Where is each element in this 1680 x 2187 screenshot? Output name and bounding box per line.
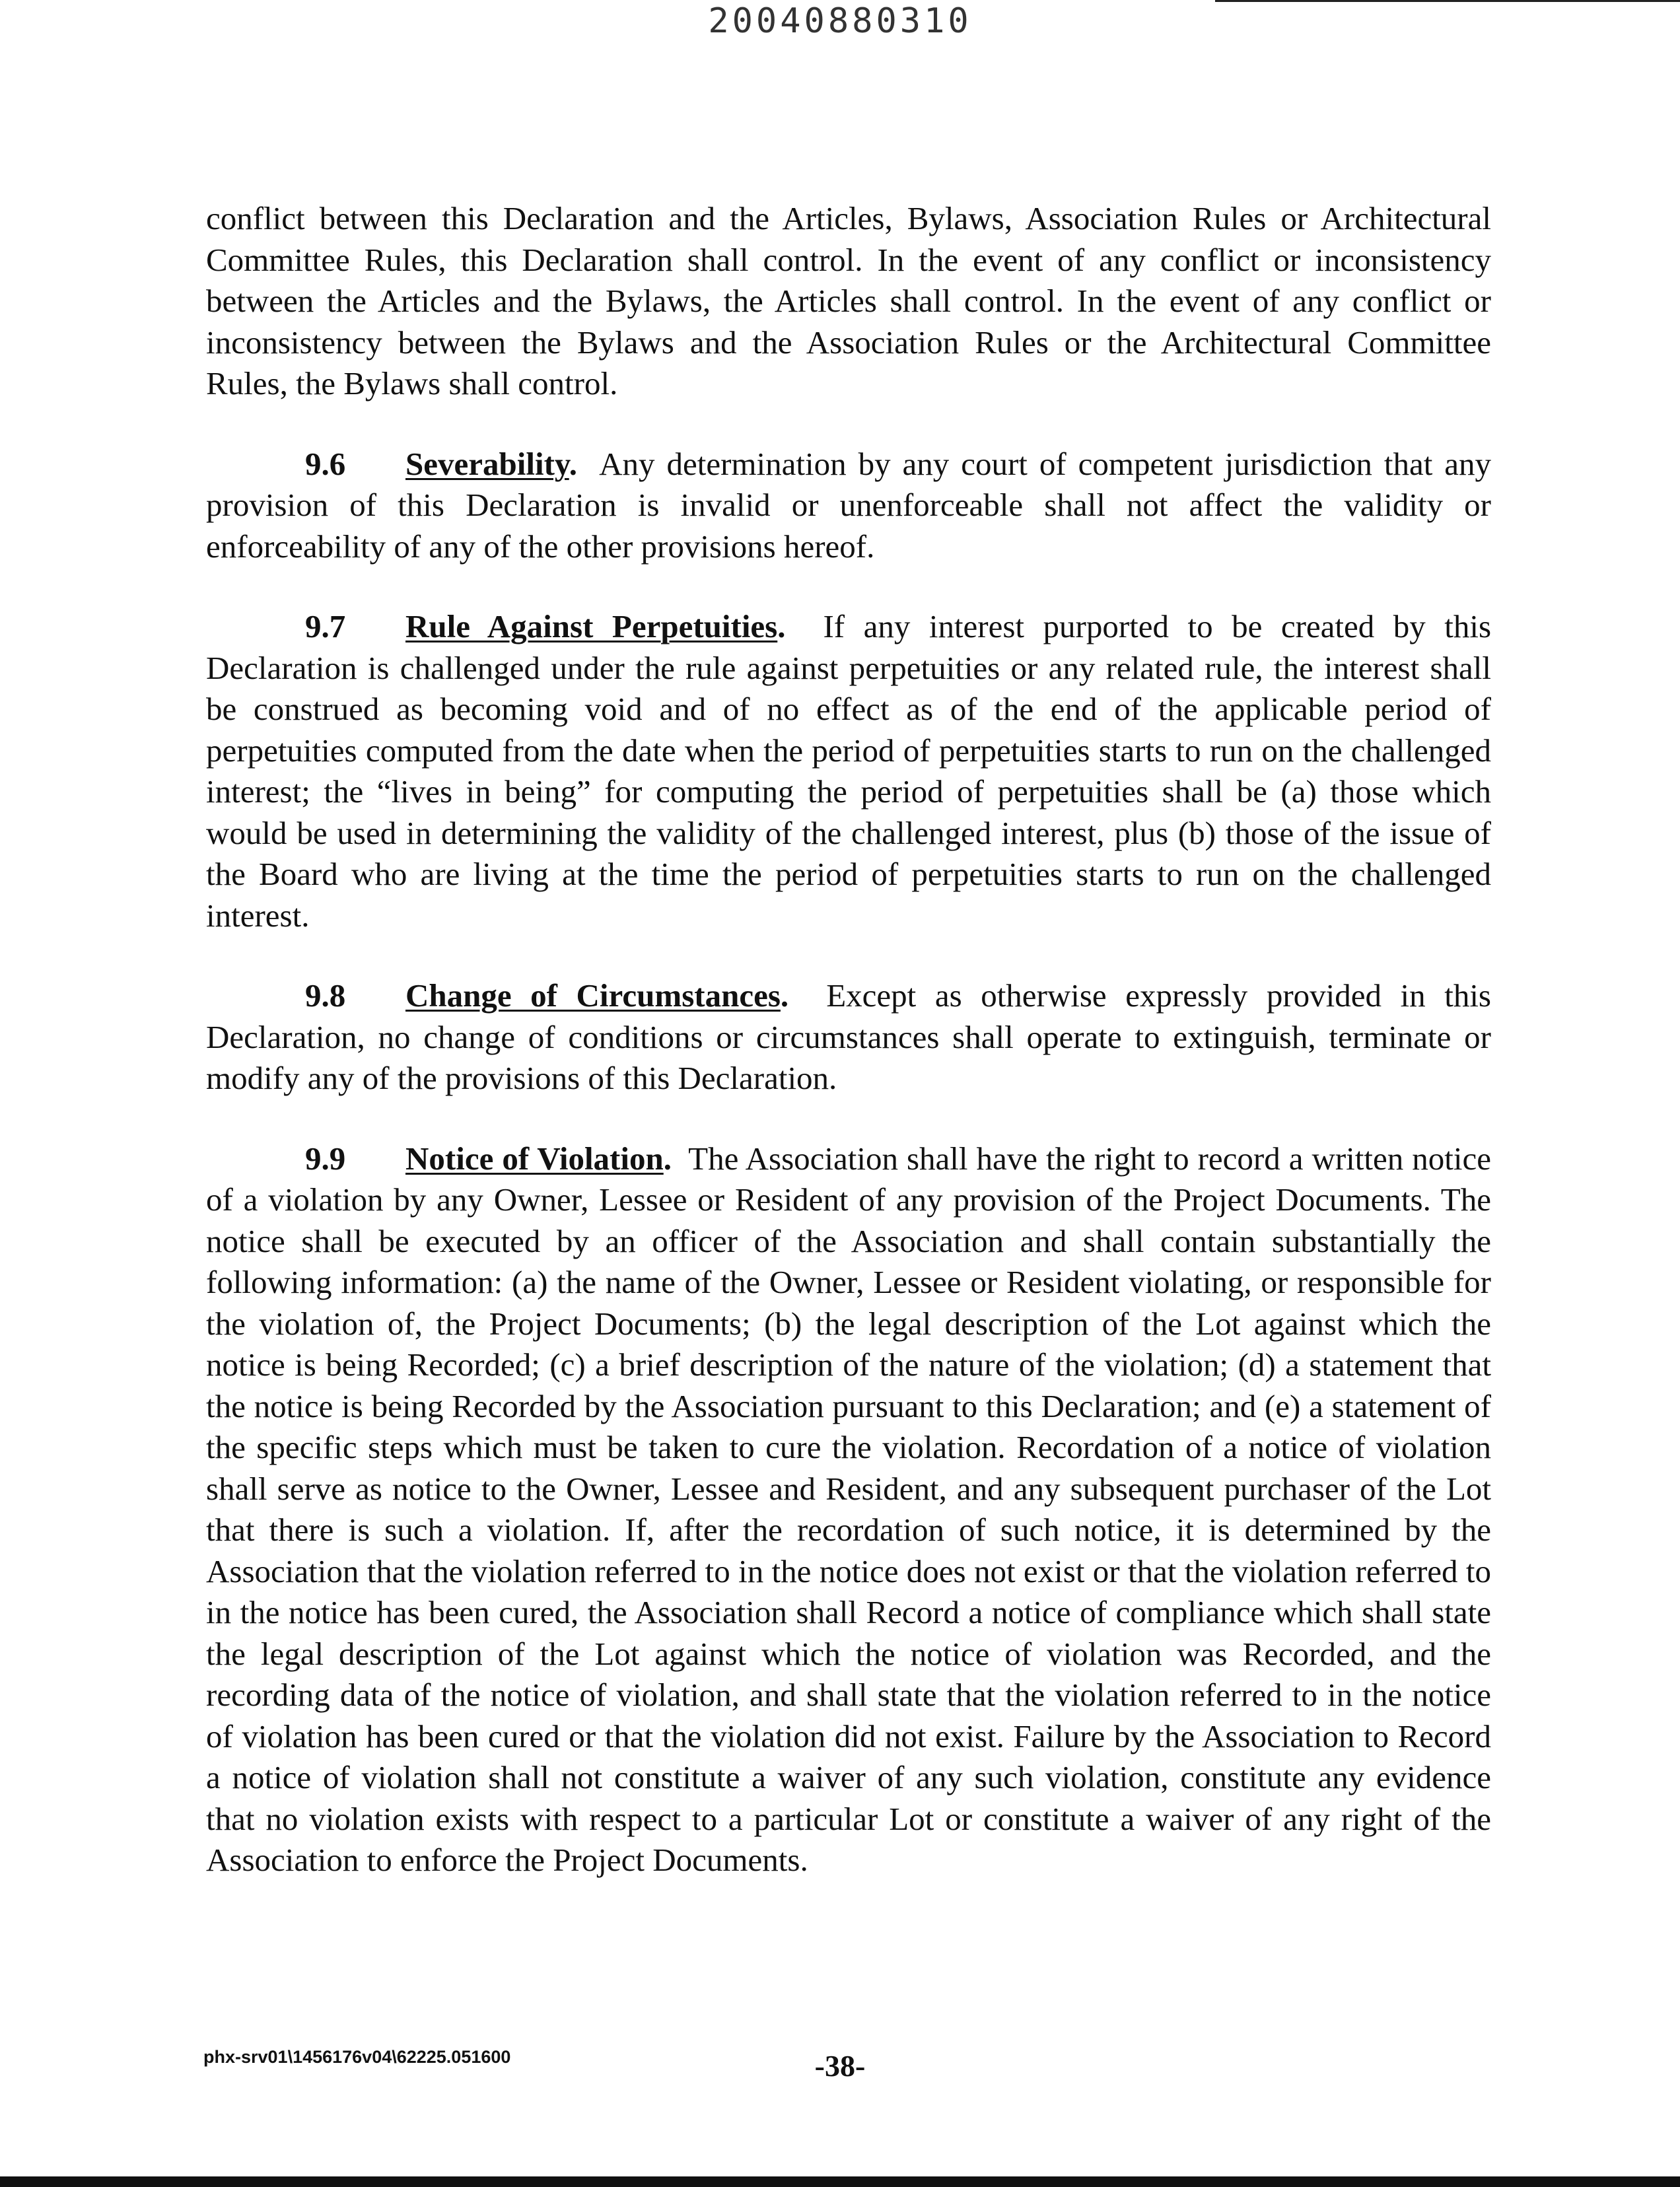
section-title: Rule Against Perpetuities [405, 608, 778, 644]
section-9-9: 9.9 Notice of Violation. The Association shall have the right to record a written notice of a violation by any Owner, Lessee or Resident of any provision of the Project Documents. The notice shall be executed by an officer of the Association and shall contain substantially the following information: (a) the name of the Owner, Lessee or Resident violating, or responsible for the violation of, the Project Documents; (b) the legal description of the Lot against which the notice is being Recorded; (c) a brief description of the nature of the violation; (d) a statement that the notice is being Recorded by the Association pursuant to this Declaration; and (e) a statement of the specific steps which must be taken to cure the violation. Recordation of a notice of violation shall serve as notice to the Owner, Lessee and Resident, and any subsequent purchaser of the Lot that there is such a violation. If, after the recordation of such notice, it is determined by the Association that the violation referred to in the notice does not exist or that the violation referred to in the notice has been cured, the Association shall Record a notice of compliance which shall state the legal description of the Lot against which the notice of violation was Recorded, and the recording data of the notice of violation, and shall state that the violation referred to in the notice of violation has been cured or that the violation did not exist. Failure by the Association to Record a notice of violation shall not constitute a waiver of any such violation, constitute any evidence that no violation exists with respect to a particular Lot or constitute a waiver of any right of the Association to enforce the Project Documents. [206, 1138, 1491, 1881]
section-body: If any interest purported to be created by this Declaration is challenged under the rule against perpetuities or any related rule, the interest shall be construed as becoming void and of no effect as of the end of the applicable period of perpetuities computed from the date when the period of perpetuities starts to run on the challenged interest; the “lives in being” for computing the period of perpetuities shall be (a) those which would be used in determining the validity of the challenged interest, plus (b) those of the issue of the Board who are living at the time the period of perpetuities starts to run on the challenged interest. [206, 608, 1492, 934]
section-9-7: 9.7 Rule Against Perpetuities. If any interest purported to be created by this Declaration is challenged under the rule against perpetuities or any related rule, the interest shall be construed as becoming void and of no effect as of the end of the applicable period of perpetuities computed from the date when the period of perpetuities starts to run on the challenged interest; the “lives in being” for computing the period of perpetuities shall be (a) those which would be used in determining the validity of the challenged interest, plus (b) those of the issue of the Board who are living at the time the period of perpetuities starts to run on the challenged interest. [206, 606, 1491, 936]
page-number: -38- [814, 2049, 866, 2083]
section-number: 9.8 [305, 977, 346, 1014]
recording-number: 20040880310 [708, 1, 972, 41]
section-body: Except as otherwise expressly provided in this Declaration, no change of conditions or circumstances shall operate to extinguish, terminate or modify any of the provisions of this Declaration. [206, 977, 1491, 1096]
document-body [206, 198, 1491, 1920]
bottom-border [0, 2176, 1680, 2187]
section-9-6: 9.6 Severability. Any determination by any court of competent jurisdiction that any provision of this Declaration is invalid or unenforceable shall not affect the validity or enforceability of any of the other provisions hereof. [206, 444, 1491, 568]
section-title: Change of Circumstances [405, 977, 781, 1014]
section-9-8: 9.8 Change of Circumstances. Except as otherwise expressly provided in this Declaration, no change of conditions or circumstances shall operate to extinguish, terminate or modify any of the provisions of this Declaration. [206, 975, 1491, 1099]
continuation-paragraph: conflict between this Declaration and the Articles, Bylaws, Association Rules or Architectural Committee Rules, this Declaration shall control. In the event of any conflict or inconsistency between the Articles and the Bylaws, the Articles shall control. In the event of any conflict or inconsistency between the Bylaws and the Association Rules or the Architectural Committee Rules, the Bylaws shall control. [206, 200, 1491, 401]
section-body: The Association shall have the right to record a written notice of a violation by any Owner, Lessee or Resident of any provision of the Project Documents. The notice shall be executed by an officer of the Association and shall contain substantially the following information: (a) the name of the Owner, Lessee or Resident violating, or responsible for the violation of, the Project Documents; (b) the legal description of the Lot against which the notice is being Recorded; (c) a brief description of the nature of the violation; (d) a statement that the notice is being Recorded by the Association pursuant to this Declaration; and (e) a statement of the specific steps which must be taken to cure the violation. Recordation of a notice of violation shall serve as notice to the Owner, Lessee and Resident, and any subsequent purchaser of the Lot that there is such a violation. If, after the recordation of such notice, it is determined by the Association that the violation referred to in the notice does not exist or that the violation referred to in the notice has been cured, the Association shall Record a notice of compliance which shall state the legal description of the Lot against which the notice of violation was Recorded, and the recording data of the notice of violation, and shall state that the violation referred to in the notice of violation has been cured or that the violation did not exist. Failure by the Association to Record a notice of violation shall not constitute a waiver of any such violation, constitute any evidence that no violation exists with respect to a particular Lot or constitute a waiver of any right of the Association to enforce the Project Documents. [206, 1140, 1491, 1878]
section-body: Any determination by any court of competent jurisdiction that any provision of this Declaration is invalid or unenforceable shall not affect the validity or enforceability of any of the other provisions hereof. [206, 445, 1492, 565]
section-number: 9.7 [305, 608, 346, 644]
section-number: 9.6 [305, 445, 346, 482]
section-number: 9.9 [305, 1140, 346, 1177]
section-title: Severability [405, 445, 569, 482]
document-path: phx-srv01\1456176v04\62225.051600 [203, 2047, 511, 2067]
section-title: Notice of Violation [405, 1140, 664, 1177]
